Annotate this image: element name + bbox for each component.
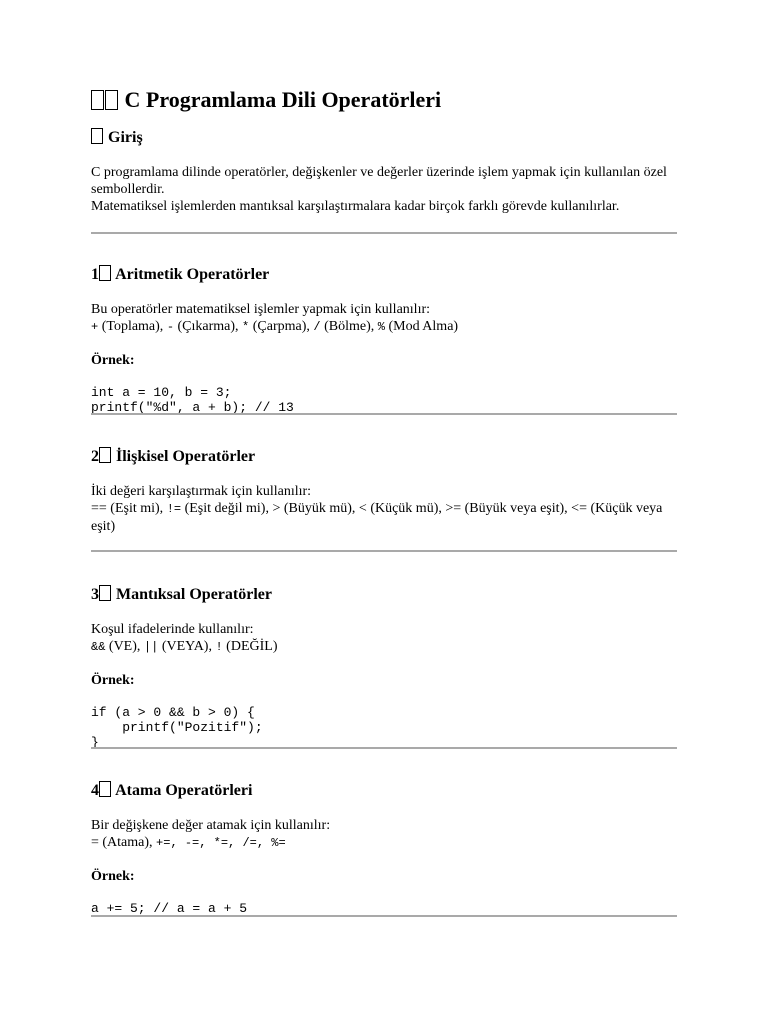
keycap-icon [99,781,111,797]
divider [91,232,677,234]
section-4-code-block: a += 5; // a = a + 5 [91,901,248,916]
section-2-description [91,483,677,535]
section-1-title: Aritmetik Operatörler [115,266,270,283]
operator-symbol: + [91,320,99,334]
section-4-heading [91,781,252,801]
operator-text: (VE), [105,639,144,654]
divider [91,413,677,415]
section-2-heading [91,447,255,467]
keycap-icon [99,447,111,463]
divider [91,915,677,917]
section-1-number: 1 [91,266,99,283]
operator-symbol: +=, -=, *=, /=, %= [156,836,286,850]
section-2-number: 2 [91,448,99,465]
operator-text: (Toplama), [98,319,167,334]
operator-symbol: != [166,502,182,516]
section-2-title: İlişkisel Operatörler [116,448,256,465]
operator-symbol: ! [215,640,223,654]
operator-text: (Eşit değil mi), > (Büyük mü), < (Küçük mü), >= (Büyük veya eşit), <= (Küçük veya eşit) [91,501,663,534]
operator-text: = (Atama), [91,835,157,850]
section-4-description [91,817,677,852]
operator-text: == (Eşit mi), [91,501,167,516]
section-2-desc-text: İki değeri karşılaştırmak için kullanılır: [91,484,312,499]
section-1-example-label: Örnek: [91,353,135,368]
intro-heading [91,128,143,148]
section-4-desc-text: Bir değişkene değer atamak için kullanılır: [91,818,331,833]
keycap-icon [99,265,111,281]
page-title [91,86,441,114]
section-1-description [91,301,677,336]
section-1-desc-text: Bu operatörler matematiksel işlemler yapmak için kullanılır: [91,302,431,317]
keycap-icon [99,585,111,601]
section-3-code-block: if (a > 0 && b > 0) { printf("Pozitif"); } [91,705,263,750]
operator-symbol: % [377,320,385,334]
intro-line-2: Matematiksel işlemlerden mantıksal karşılaştırmalara kadar birçok farklı görevde kullanılırlar. [91,199,620,214]
intro-line-1: C programlama dilinde operatörler, değişkenler ve değerler üzerinde işlem yapmak için kullanılan özel sembollerdir. [91,165,667,197]
section-1-code-block: int a = 10, b = 3; printf("%d", a + b); // 13 [91,385,294,415]
missing-glyph-icon [91,90,104,110]
section-3-description [91,621,677,656]
divider [91,550,677,552]
section-4-example-label: Örnek: [91,869,135,884]
missing-glyph-icon [91,128,103,144]
operator-symbol: || [143,640,159,654]
section-4-number: 4 [91,782,99,799]
section-3-heading [91,585,272,605]
operator-symbol: - [166,320,175,334]
section-1-heading [91,265,269,285]
operator-text: (Çıkarma), [174,319,243,334]
intro-paragraph [91,164,677,215]
operator-symbol: * [242,320,250,334]
section-3-example-label: Örnek: [91,673,135,688]
operator-symbol: && [91,640,106,654]
page-title-text: C Programlama Dili Operatörleri [124,87,442,112]
operator-text: (VEYA), [158,639,216,654]
section-4-title: Atama Operatörleri [115,782,253,799]
section-3-desc-text: Koşul ifadelerinde kullanılır: [91,622,254,637]
operator-text: (DEĞİL) [222,639,278,654]
operator-symbol: / [313,320,321,334]
operator-text: (Bölme), [320,319,378,334]
missing-glyph-icon [105,90,118,110]
divider [91,747,677,749]
operator-text: (Mod Alma) [384,319,459,334]
operator-text: (Çarpma), [249,319,314,334]
section-3-number: 3 [91,586,99,603]
intro-heading-text: Giriş [108,129,143,146]
section-3-title: Mantıksal Operatörler [116,586,272,603]
